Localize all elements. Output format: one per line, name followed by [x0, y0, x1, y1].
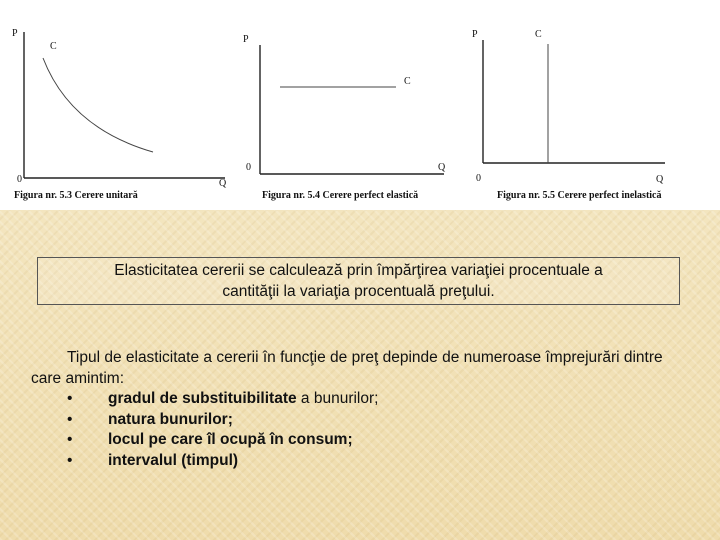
- fig3-curve-label: C: [535, 29, 542, 40]
- fig2-axis-y-label: P: [243, 34, 249, 45]
- fig3-caption: Figura nr. 5.5 Cerere perfect inelastică: [497, 190, 662, 201]
- definition-text: [114, 260, 603, 302]
- definition-line-1: Elasticitatea cererii se calculează prin împărţirea variaţiei procentuale a: [114, 262, 603, 279]
- bullet-mark: •: [67, 390, 73, 407]
- body-text: [31, 348, 691, 471]
- figure-perfectly-elastic-demand: [243, 34, 446, 201]
- fig1-axis-x-label: Q: [219, 178, 227, 189]
- fig2-curve-label: C: [404, 76, 411, 87]
- list-item: [31, 451, 691, 472]
- fig2-axis-x-label: Q: [438, 162, 446, 173]
- intro-paragraph: Tipul de elasticitate a cererii în funcţie de preţ depinde de numeroase împrejurări dintre care amintim:: [31, 349, 663, 387]
- fig1-axis-y-label: P: [12, 28, 18, 39]
- determinants-list: [31, 389, 691, 471]
- bullet-mark: •: [67, 410, 73, 428]
- figure-unit-demand: [12, 28, 227, 201]
- list-item-bold-text: intervalul (timpul): [108, 451, 239, 469]
- fig3-origin-label: 0: [476, 173, 481, 184]
- figures-svg: [0, 0, 720, 210]
- list-item-bold-text: locul pe care îl ocupă în consum;: [108, 431, 353, 448]
- figure-strip: [0, 0, 720, 210]
- list-item: [31, 389, 691, 410]
- fig3-axis-y-label: P: [472, 29, 478, 40]
- figure-perfectly-inelastic-demand: [472, 29, 665, 201]
- list-item: [31, 410, 691, 431]
- fig3-axis-x-label: Q: [656, 174, 664, 185]
- list-item-bold-text: natura bunurilor;: [108, 410, 233, 428]
- list-item-regular-text: a bunurilor;: [296, 390, 379, 407]
- fig1-curve-label: C: [50, 41, 57, 52]
- fig2-origin-label: 0: [246, 162, 251, 173]
- fig1-demand-curve: [43, 58, 153, 152]
- definition-line-2: cantităţii la variaţia procentuală preţului: [222, 283, 491, 300]
- definition-box: [37, 257, 680, 305]
- bullet-mark: •: [67, 451, 73, 469]
- fig2-caption: Figura nr. 5.4 Cerere perfect elastică: [262, 190, 419, 201]
- definition-line-2-period: .: [490, 283, 495, 300]
- fig1-caption: Figura nr. 5.3 Cerere unitară: [14, 190, 138, 201]
- list-item: [31, 430, 691, 451]
- bullet-mark: •: [67, 431, 73, 448]
- list-item-bold-text: gradul de substituibilitate: [108, 390, 297, 407]
- fig1-origin-label: 0: [17, 174, 22, 185]
